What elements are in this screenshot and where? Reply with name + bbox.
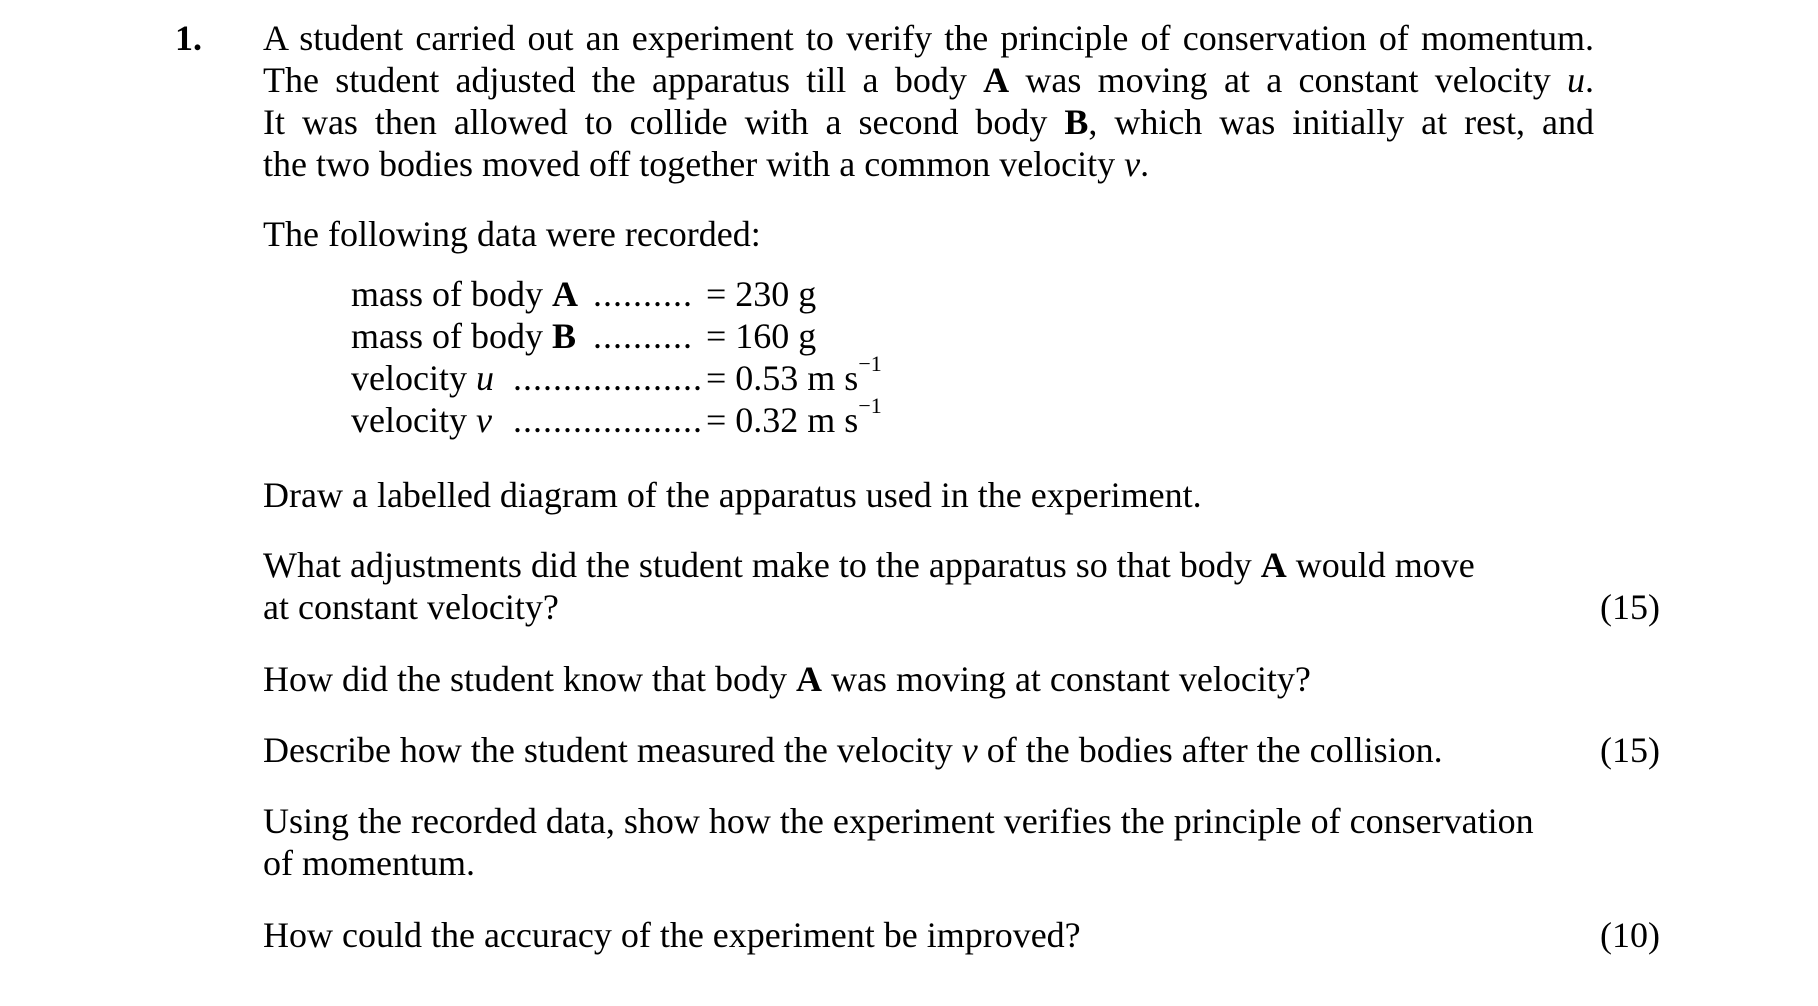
question-number: 1. bbox=[175, 18, 202, 58]
marks-improve-accuracy: (10) bbox=[1600, 915, 1660, 955]
marks-adjustments: (15) bbox=[1600, 587, 1660, 627]
part-draw-diagram: Draw a labelled diagram of the apparatus used in the experiment. bbox=[263, 475, 1202, 515]
intro-line-3: It was then allowed to collide with a second body B, which was initially at rest, and bbox=[263, 102, 1594, 142]
part-improve-accuracy: How could the accuracy of the experiment be improved? bbox=[263, 915, 1081, 955]
data-value: = 160 g bbox=[706, 316, 817, 356]
part-know-constant-velocity: How did the student know that body A was moving at constant velocity? bbox=[263, 659, 1311, 699]
data-value: = 0.53 m $s^{-1}$ bbox=[706, 351, 882, 398]
leader-dots: ................... bbox=[513, 400, 703, 440]
data-value: = 0.32 m $s^{-1}$ bbox=[706, 393, 882, 440]
data-value: = 230 g bbox=[706, 274, 817, 314]
leader-dots: .......... bbox=[593, 316, 693, 356]
part-measure-velocity: Describe how the student measured the velocity v of the bodies after the collision. bbox=[263, 730, 1443, 770]
leader-dots: ................... bbox=[513, 358, 703, 398]
leader-dots: .......... bbox=[593, 274, 693, 314]
question-intro bbox=[263, 17, 1594, 185]
intro-line-2: The student adjusted the apparatus till a body A was moving at a constant velocity u. bbox=[263, 60, 1594, 100]
part-adjustments: What adjustments did the student make to the apparatus so that body A would move at constant velocity? bbox=[263, 545, 1475, 627]
intro-line-1: A student carried out an experiment to verify the principle of conservation of momentum. bbox=[263, 18, 1594, 58]
intro-line-4: the two bodies moved off together with a common velocity v. bbox=[263, 144, 1150, 184]
marks-measure-velocity: (15) bbox=[1600, 730, 1660, 770]
part-verify-conservation: Using the recorded data, show how the experiment verifies the principle of conservation of momentum. bbox=[263, 801, 1534, 883]
data-intro: The following data were recorded: bbox=[263, 214, 761, 254]
